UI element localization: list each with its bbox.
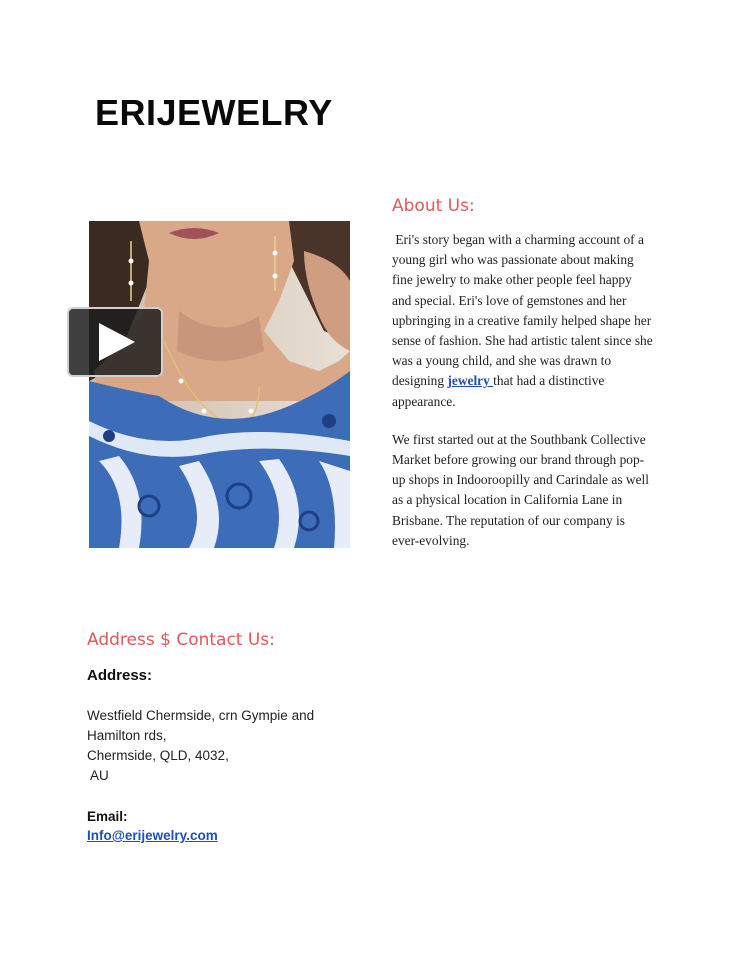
address-line: AU <box>87 768 109 783</box>
email-label: Email: <box>87 809 128 824</box>
play-icon <box>99 323 135 361</box>
jewelry-link[interactable]: jewelry <box>447 373 494 389</box>
email-link[interactable]: Info@erijewelry.com <box>87 828 218 843</box>
brand-title: ERIJEWELRY <box>95 92 333 133</box>
address-line: Westfield Chermside, crn Gympie and <box>87 708 315 723</box>
address-label: Address: <box>87 667 153 684</box>
about-heading: About Us: <box>392 196 475 216</box>
about-paragraph-2: We first started out at the Southbank Collective Market before growing our brand through pop-up shops in Indooroopilly and Carindale as well as a physical location in California Lane in Brisbane. The reputation of our company is ever-evolving. <box>392 431 649 548</box>
about-p1-end: that had a distinctive appearance. <box>392 373 605 409</box>
address-line: Hamilton rds, <box>87 728 167 743</box>
about-paragraph-1 <box>392 230 654 412</box>
about-text <box>392 230 654 569</box>
about-p1-text: Eri's story began with a charming account of a young girl who was passionate about making fine jewelry to make other people feel happy and special. Eri's love of gemstones and her upbringing in a creative family helped shape her sense of fashion. She had artistic talent since she was a young child, and she was drawn to designing <box>392 232 653 389</box>
contact-heading: Address $ Contact Us: <box>87 630 275 650</box>
address-line: Chermside, QLD, 4032, <box>87 748 229 763</box>
address-block <box>87 706 347 786</box>
video-play-button[interactable] <box>67 307 163 377</box>
model-photo <box>89 221 350 548</box>
